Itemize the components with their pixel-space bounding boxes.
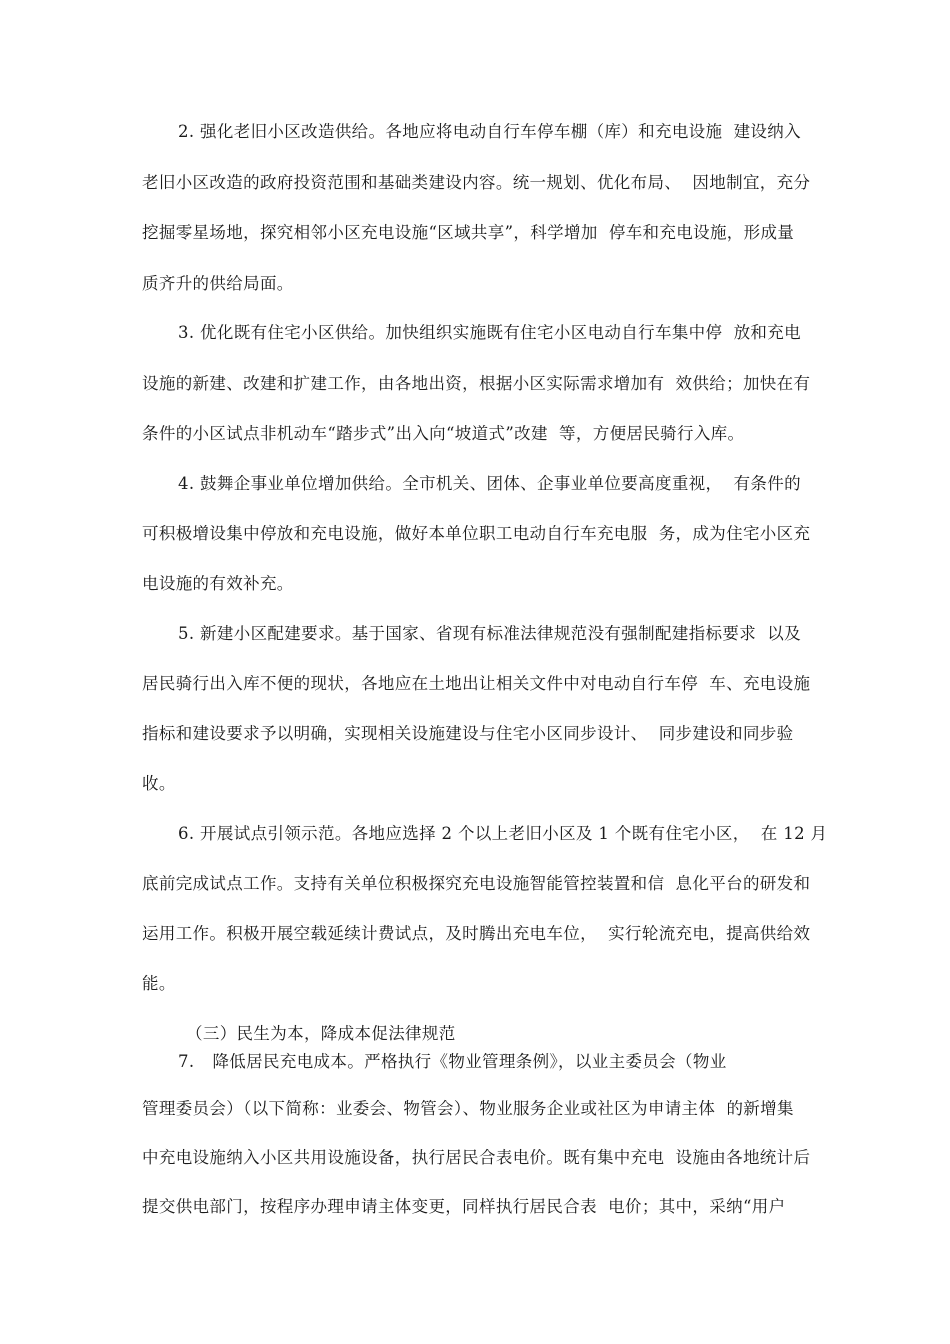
paragraph-7-line-2: 管理委员会）（以下简称：业委会、物管会）、物业服务企业或社区为申请主体 的新增集	[142, 1099, 794, 1118]
paragraph-5-line-4: 收。	[142, 774, 176, 793]
paragraph-3-line-3: 条件的小区试点非机动车“踏步式”出入向“坡道式”改建 等，方便居民骑行入库。	[142, 424, 745, 443]
paragraph-7-line-3: 中充电设施纳入小区共用设施设备，执行居民合表电价。既有集中充电 设施由各地统计后	[142, 1148, 811, 1167]
paragraph-2-line-2: 老旧小区改造的政府投资范围和基础类建设内容。统一规划、优化布局、 因地制宜，充分	[142, 173, 811, 192]
paragraph-7-line-4: 提交供电部门，按程序办理申请主体变更，同样执行居民合表 电价；其中，采纳“用户	[142, 1197, 786, 1216]
paragraph-6-line-4: 能。	[142, 974, 176, 993]
paragraph-2-line-4: 质齐升的供给局面。	[142, 274, 294, 293]
paragraph-4-line-2: 可积极增设集中停放和充电设施，做好本单位职工电动自行车充电服 务，成为住宅小区充	[142, 524, 811, 543]
paragraph-4-line-1: 4. 鼓舞企事业单位增加供给。全市机关、团体、企事业单位要高度重视， 有条件的	[178, 474, 801, 493]
paragraph-6-line-1: 6. 开展试点引领示范。各地应选择 2 个以上老旧小区及 1 个既有住宅小区， 在 12 月	[178, 824, 828, 843]
paragraph-7-line-1	[178, 1051, 727, 1073]
paragraph-6-line-3: 运用工作。积极开展空载延续计费试点，及时腾出充电车位， 实行轮流充电，提高供给效	[142, 924, 811, 943]
paragraph-7-number: 7.	[178, 1052, 195, 1071]
paragraph-2-line-3: 挖掘零星场地，探究相邻小区充电设施“区域共享”，科学增加 停车和充电设施，形成量	[142, 223, 795, 242]
section-heading: （三）民生为本，降成本促法律规范	[186, 1024, 456, 1043]
paragraph-5-line-3: 指标和建设要求予以明确，实现相关设施建设与住宅小区同步设计、 同步建设和同步验	[142, 724, 794, 743]
paragraph-3-line-2: 设施的新建、改建和扩建工作，由各地出资，根据小区实际需求增加有 效供给；加快在有	[142, 374, 811, 393]
paragraph-2-line-1: 2. 强化老旧小区改造供给。各地应将电动自行车停车棚（库）和充电设施 建设纳入	[178, 122, 801, 141]
paragraph-5-line-1: 5. 新建小区配建要求。基于国家、省现有标准法律规范没有强制配建指标要求 以及	[178, 624, 801, 643]
paragraph-7-first-line: 降低居民充电成本。严格执行《物业管理条例》，以业主委员会（物业	[212, 1052, 727, 1071]
paragraph-4-line-3: 电设施的有效补充。	[142, 574, 294, 593]
paragraph-6-line-2: 底前完成试点工作。支持有关单位积极探究充电设施智能管控装置和信 息化平台的研发和	[142, 874, 811, 893]
paragraph-5-line-2: 居民骑行出入库不便的现状，各地应在土地出让相关文件中对电动自行车停 车、充电设施	[142, 674, 811, 693]
paragraph-3-line-1: 3. 优化既有住宅小区供给。加快组织实施既有住宅小区电动自行车集中停 放和充电	[178, 323, 801, 342]
